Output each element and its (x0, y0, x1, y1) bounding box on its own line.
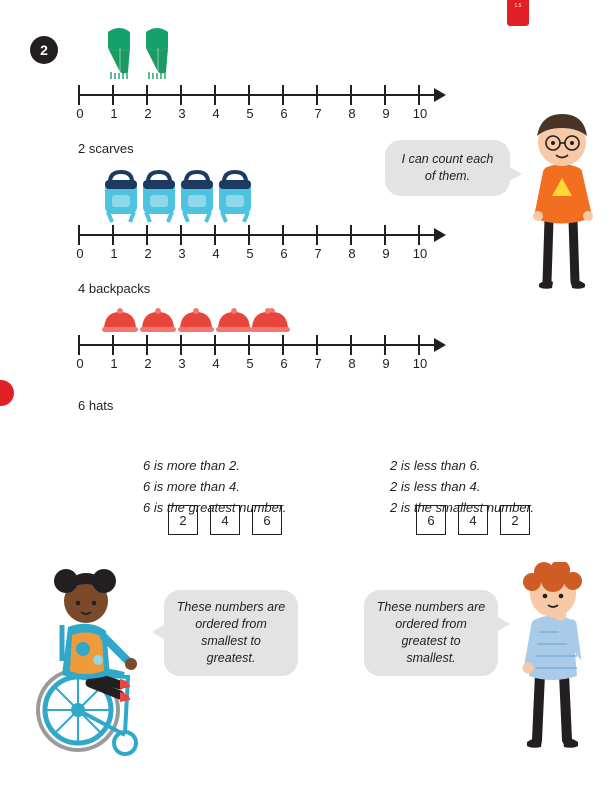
tick (350, 225, 352, 245)
tick-label: 4 (212, 106, 220, 121)
tick (282, 85, 284, 105)
number-line-2 (76, 222, 450, 261)
tick-label: 5 (246, 356, 254, 371)
tick (78, 225, 80, 245)
tick (248, 85, 250, 105)
speech-bubble-boy-bottom-text: These numbers are ordered from greatest to smallest. (376, 600, 486, 665)
number-line-arrow (434, 88, 446, 102)
tick (282, 335, 284, 355)
tick (214, 85, 216, 105)
character-boy-top (523, 112, 601, 306)
statement-left-1: 6 is more than 2. (143, 458, 240, 473)
number-line-axis (78, 94, 436, 96)
tick (350, 335, 352, 355)
tick (248, 225, 250, 245)
tick (418, 225, 420, 245)
tick-label: 8 (348, 106, 356, 121)
speech-bubble-boy-top-text: I can count each of them. (401, 152, 494, 183)
tick-label: 2 (144, 356, 152, 371)
tick-label: 10 (412, 356, 428, 371)
tick-label: 1 (110, 106, 118, 121)
tick (78, 85, 80, 105)
scarf-group (100, 26, 190, 84)
tick-label: 2 (144, 246, 152, 261)
bubble-tail (508, 166, 522, 182)
tick (316, 225, 318, 245)
tick (282, 225, 284, 245)
tick (418, 85, 420, 105)
statement-right-3: 2 is the smallest number. (390, 500, 535, 515)
tick (146, 225, 148, 245)
statement-left-3: 6 is the greatest number. (143, 500, 287, 515)
page-tab (507, 0, 529, 26)
tick-label: 5 (246, 106, 254, 121)
tick (112, 85, 114, 105)
tick (350, 85, 352, 105)
character-boy-bottom (508, 562, 598, 762)
number-line-arrow (434, 338, 446, 352)
speech-bubble-girl-bottom-text: These numbers are ordered from smallest to greatest. (176, 600, 286, 665)
page-tab-label: 1.5 (514, 3, 522, 9)
number-box[interactable]: 6 (252, 505, 282, 535)
tick (146, 335, 148, 355)
tick-label: 3 (178, 106, 186, 121)
number-line-arrow (434, 228, 446, 242)
speech-bubble-boy-top (385, 140, 510, 196)
tick-label: 3 (178, 246, 186, 261)
side-marker-dot (0, 380, 14, 406)
tick-label: 4 (212, 246, 220, 261)
tick (316, 335, 318, 355)
tick-label: 6 (280, 246, 288, 261)
number-box[interactable]: 6 (416, 505, 446, 535)
statement-right-2: 2 is less than 4. (390, 479, 481, 494)
tick (316, 85, 318, 105)
tick-label: 3 (178, 356, 186, 371)
bubble-tail (152, 624, 166, 640)
tick-label: 6 (280, 356, 288, 371)
tick (180, 225, 182, 245)
tick-label: 1 (110, 246, 118, 261)
tick-label: 10 (412, 106, 428, 121)
speech-bubble-girl-bottom (164, 590, 298, 676)
tick-label: 9 (382, 106, 390, 121)
tick (78, 335, 80, 355)
tick (214, 225, 216, 245)
tick (418, 335, 420, 355)
tick (112, 225, 114, 245)
statement-left-2: 6 is more than 4. (143, 479, 240, 494)
number-box[interactable]: 2 (168, 505, 198, 535)
number-box[interactable]: 4 (210, 505, 240, 535)
tick (214, 335, 216, 355)
tick-label: 0 (76, 106, 84, 121)
tick (384, 85, 386, 105)
tick (180, 335, 182, 355)
number-line-1 (76, 82, 450, 121)
speech-bubble-boy-bottom (364, 590, 498, 676)
tick-label: 7 (314, 356, 322, 371)
number-boxes-greatest-to-smallest (416, 505, 530, 535)
number-box[interactable]: 2 (500, 505, 530, 535)
tick (112, 335, 114, 355)
caption-scarves: 2 scarves (78, 141, 134, 156)
tick (248, 335, 250, 355)
tick (146, 85, 148, 105)
tick-label: 2 (144, 106, 152, 121)
tick-label: 0 (76, 246, 84, 261)
number-box[interactable]: 4 (458, 505, 488, 535)
caption-hats: 6 hats (78, 398, 114, 413)
number-line-3 (76, 332, 450, 371)
tick (180, 85, 182, 105)
tick-label: 1 (110, 356, 118, 371)
number-boxes-smallest-to-greatest (168, 505, 282, 535)
tick-label: 5 (246, 246, 254, 261)
tick (384, 335, 386, 355)
tick-label: 9 (382, 246, 390, 261)
number-line-axis (78, 344, 436, 346)
statement-right-1: 2 is less than 6. (390, 458, 481, 473)
tick-label: 7 (314, 246, 322, 261)
tick-label: 4 (212, 356, 220, 371)
step-badge: 2 (30, 36, 58, 64)
tick-label: 8 (348, 246, 356, 261)
tick-label: 7 (314, 106, 322, 121)
character-girl-wheelchair (28, 565, 163, 769)
number-line-axis (78, 234, 436, 236)
tick-label: 8 (348, 356, 356, 371)
tick-label: 9 (382, 356, 390, 371)
tick-label: 0 (76, 356, 84, 371)
caption-backpacks: 4 backpacks (78, 281, 151, 296)
tick-label: 10 (412, 246, 428, 261)
tick (384, 225, 386, 245)
tick-label: 6 (280, 106, 288, 121)
backpack-group (100, 168, 260, 230)
